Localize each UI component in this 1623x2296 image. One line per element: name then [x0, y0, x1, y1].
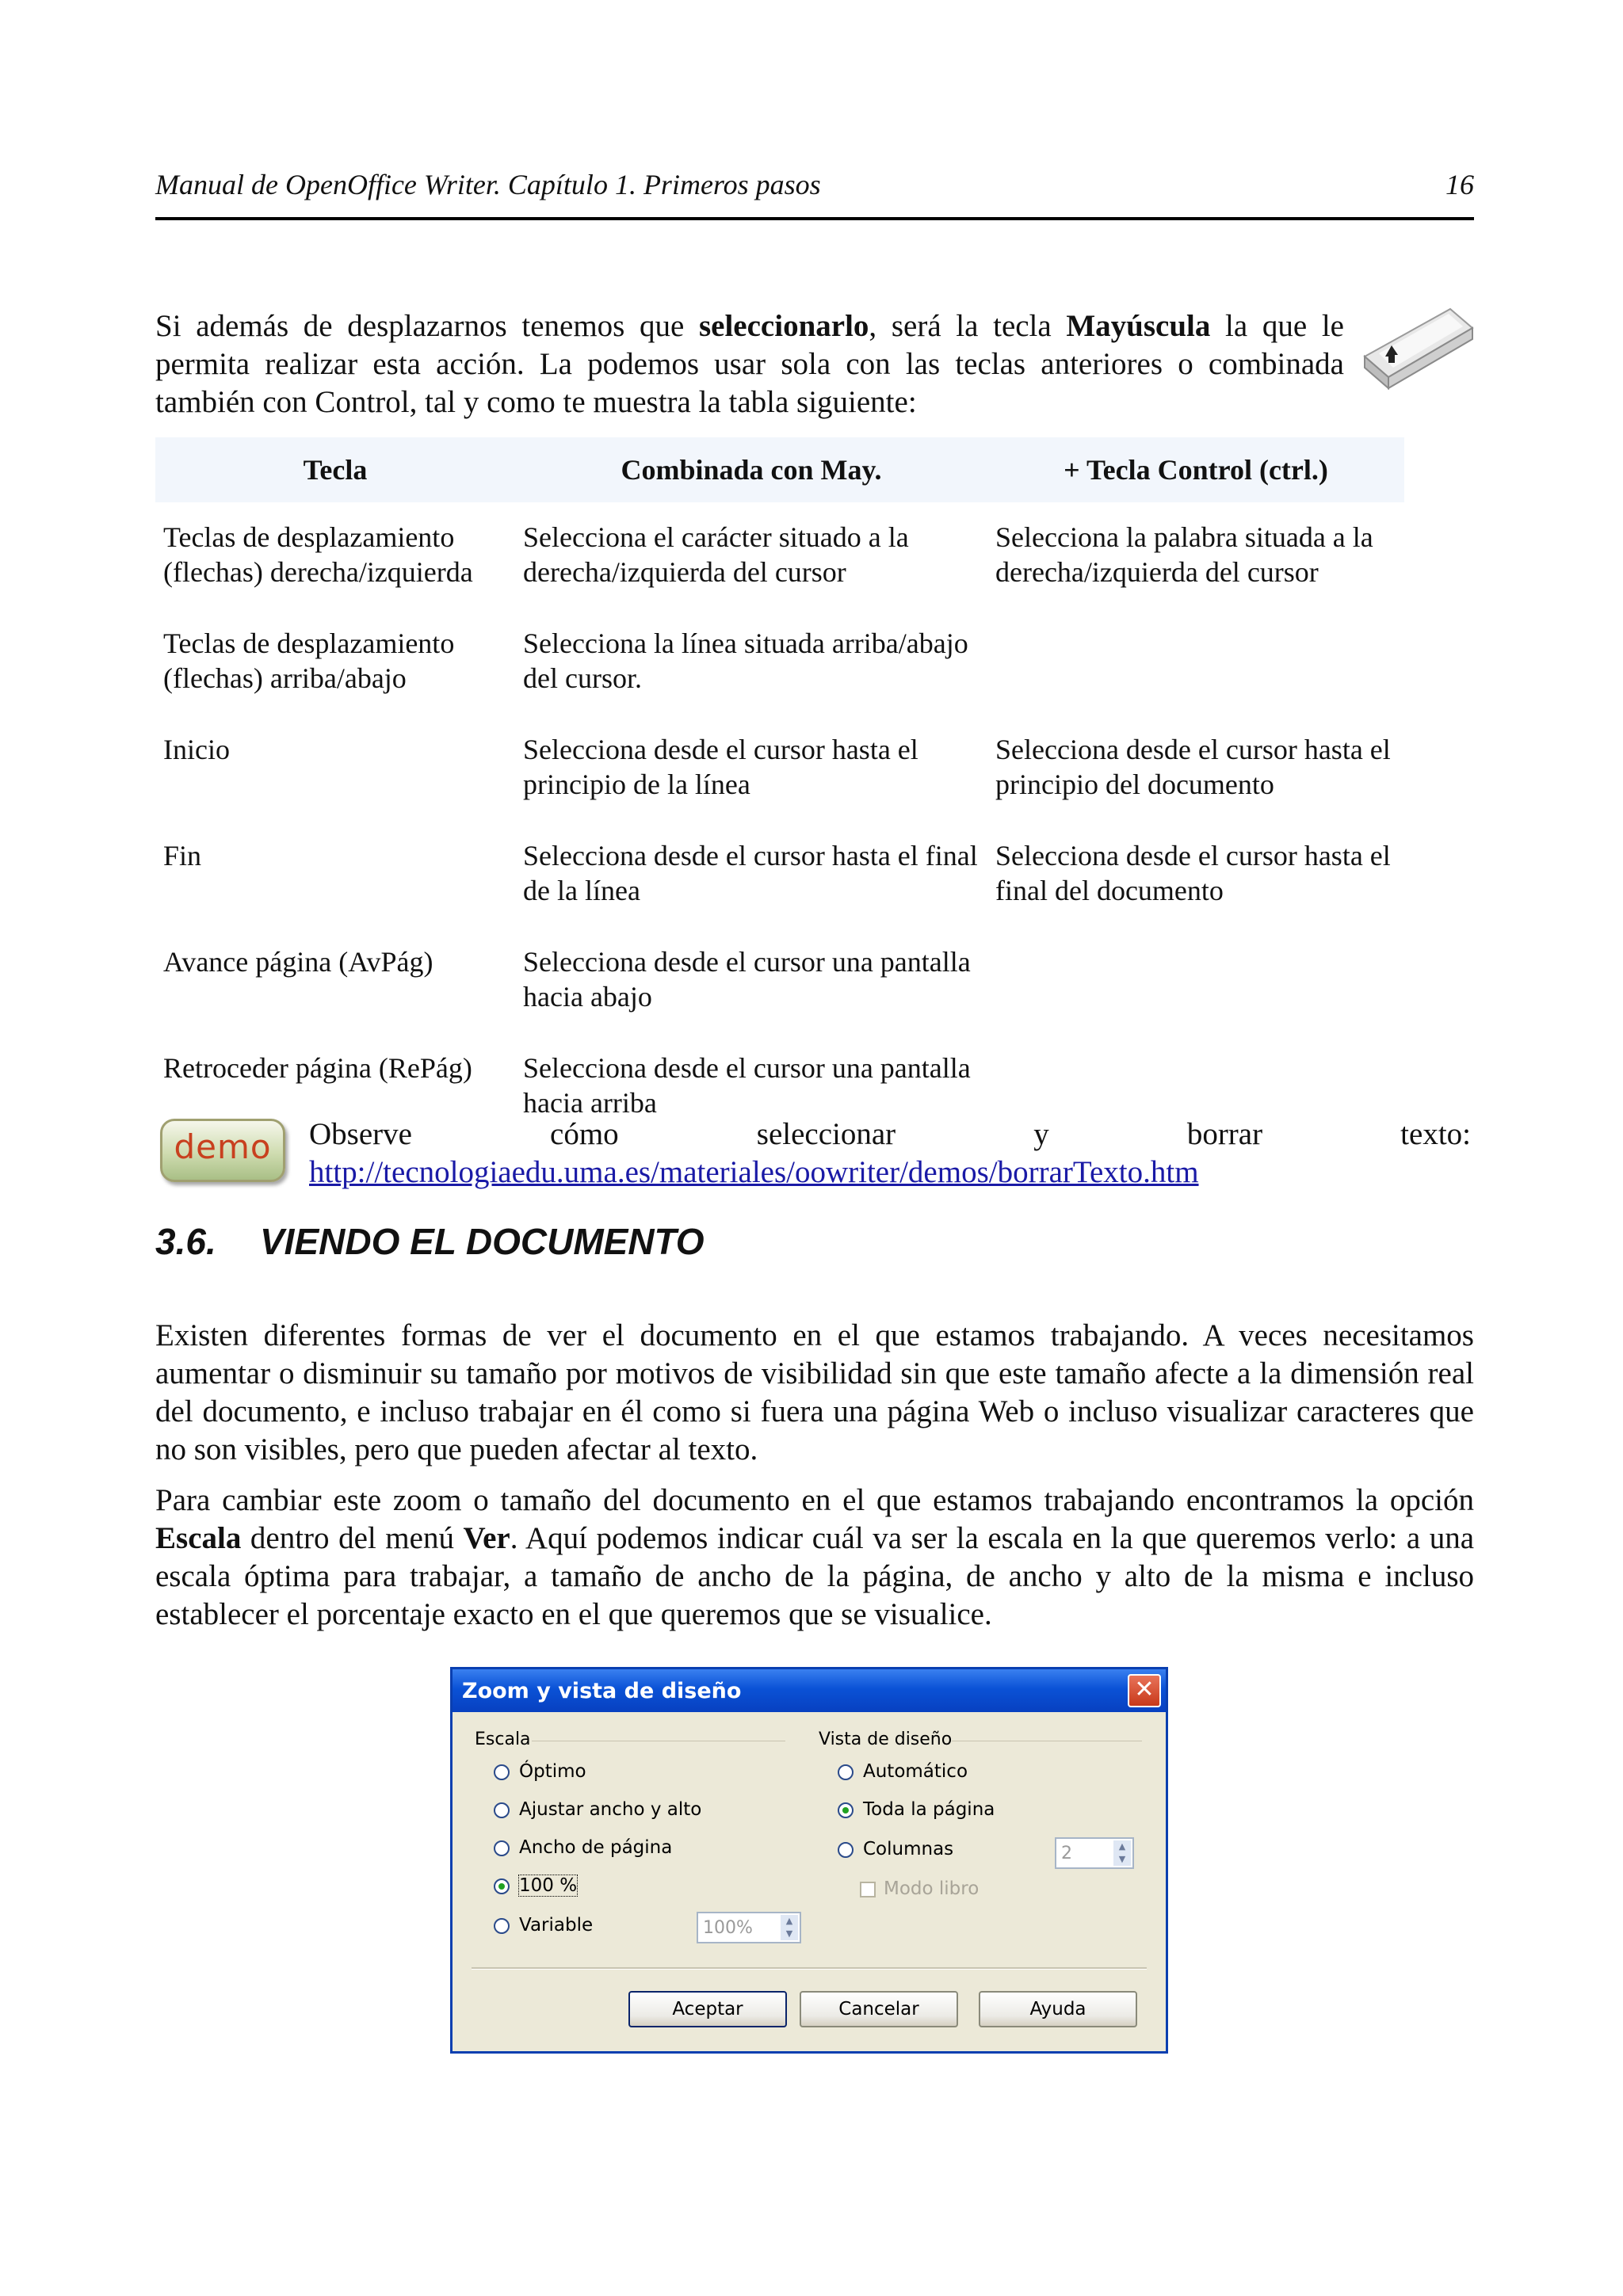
intro-bold-1: seleccionarlo	[698, 309, 869, 343]
spin-up-icon[interactable]: ▲	[785, 1916, 793, 1926]
book-mode-label: Modo libro	[884, 1878, 980, 1899]
header-title: Manual de OpenOffice Writer. Capítulo 1. Primeros pasos	[155, 169, 821, 200]
radio-ancho[interactable]	[494, 1840, 510, 1856]
page-number: 16	[1445, 169, 1474, 200]
page-header	[155, 168, 1474, 220]
table-row	[155, 618, 1404, 724]
para2-text-1: Para cambiar este zoom o tamaño del documento en el que estamos trabajando encontramos la opción	[155, 1483, 1474, 1517]
table-cell: Avance página (AvPág)	[163, 946, 433, 978]
table-cell	[987, 618, 1404, 724]
table-cell: Retroceder página (RePág)	[163, 1052, 472, 1084]
variable-value: 100%	[703, 1918, 753, 1938]
dialog-separator	[472, 1967, 1147, 1970]
zoom-dialog	[450, 1667, 1168, 2054]
accept-button[interactable]: Aceptar	[628, 1991, 787, 2027]
para2-bold-1: Escala	[155, 1521, 242, 1555]
table-cell: Selecciona desde el cursor hasta el final de la línea	[523, 840, 978, 906]
option-optimo: Óptimo	[519, 1761, 586, 1782]
table-cell: Selecciona desde el cursor una pantalla hacia abajo	[523, 946, 971, 1013]
radio-automatico[interactable]	[838, 1764, 854, 1780]
option-100: 100 %	[519, 1875, 578, 1896]
view-group-label: Vista de diseño	[819, 1730, 953, 1749]
variable-spinbox[interactable]	[697, 1912, 801, 1943]
column-header: Combinada con May.	[515, 437, 987, 502]
para2-bold-2: Ver	[463, 1521, 510, 1555]
intro-text-1: Si además de desplazarnos tenemos que	[155, 309, 699, 343]
table-cell: Fin	[163, 840, 202, 871]
intro-text-2: , será la tecla	[869, 309, 1067, 343]
intro-text-3: la que le permita realizar esta acción. La podemos usar sola con las teclas anteriores o combinada también con Control, tal y como te muestra la tabla siguiente:	[155, 309, 1344, 419]
radio-optimo[interactable]	[494, 1764, 510, 1780]
table-cell: Selecciona el carácter situado a la derecha/izquierda del cursor	[523, 521, 909, 588]
option-columnas: Columnas	[863, 1839, 954, 1859]
book-mode-checkbox[interactable]	[860, 1882, 876, 1897]
columns-spinbox[interactable]	[1055, 1837, 1134, 1869]
table-cell: Teclas de desplazamiento (flechas) derecha/izquierda	[163, 521, 473, 588]
table-cell: Selecciona desde el cursor hasta el principio de la línea	[523, 734, 918, 800]
radio-100[interactable]	[494, 1878, 510, 1894]
radio-columnas[interactable]	[838, 1842, 854, 1858]
spin-down-icon[interactable]: ▼	[1118, 1854, 1126, 1864]
radio-ajustar[interactable]	[494, 1802, 510, 1818]
spin-arrows-icon[interactable]	[781, 1915, 798, 1940]
table-cell: Inicio	[163, 734, 230, 765]
spin-down-icon[interactable]: ▼	[785, 1928, 793, 1939]
section-title: VIENDO EL DOCUMENTO	[260, 1221, 705, 1262]
shortcut-table	[155, 437, 1404, 1149]
radio-toda-pagina[interactable]	[838, 1802, 854, 1818]
table-row	[155, 936, 1404, 1043]
spin-up-icon[interactable]: ▲	[1118, 1841, 1126, 1852]
section-heading	[155, 1220, 705, 1263]
table-cell: Selecciona desde el cursor hasta el final del documento	[995, 840, 1391, 906]
dialog-titlebar	[453, 1669, 1166, 1712]
table-cell: Selecciona desde el cursor una pantalla hacia arriba	[523, 1052, 971, 1119]
option-automatico: Automático	[863, 1761, 968, 1782]
table-cell	[987, 936, 1404, 1043]
shift-key-icon	[1357, 295, 1476, 398]
table-row	[155, 724, 1404, 830]
demo-button[interactable]	[160, 1119, 285, 1182]
dialog-title: Zoom y vista de diseño	[462, 1679, 742, 1703]
para2-text-3: . Aquí podemos indicar cuál va ser la escala en la que queremos verlo: a una escala óptima para trabajar, a tamaño de ancho de la página, de ancho y alto de la misma e incluso establecer el porcentaje exacto en el que queremos que se visualice.	[155, 1521, 1474, 1631]
demo-text	[309, 1116, 1471, 1192]
intro-paragraph	[155, 307, 1344, 421]
help-button[interactable]: Ayuda	[979, 1991, 1137, 2027]
paragraph-1: Existen diferentes formas de ver el documento en el que estamos trabajando. A veces necesitamos aumentar o disminuir su tamaño por motivos de visibilidad sin que este tamaño afecte a la dimensión real del documento, e incluso trabajar en él como si fuera una página Web o incluso visualizar caracteres que no son visibles, pero que pueden afectar al texto.	[155, 1318, 1474, 1466]
option-ancho: Ancho de página	[519, 1837, 673, 1858]
paragraph-2	[155, 1482, 1474, 1634]
option-variable: Variable	[519, 1915, 594, 1936]
demo-caption: Observe cómo seleccionar y borrar texto:	[309, 1117, 1471, 1151]
column-header: + Tecla Control (ctrl.)	[987, 437, 1404, 502]
table-header-row	[155, 437, 1404, 502]
table-cell: Selecciona la palabra situada a la derecha/izquierda del cursor	[995, 521, 1373, 588]
table-cell: Selecciona desde el cursor hasta el principio del documento	[995, 734, 1391, 800]
column-header: Tecla	[155, 437, 515, 502]
cancel-button[interactable]: Cancelar	[800, 1991, 958, 2027]
table-row	[155, 830, 1404, 936]
spin-arrows-icon[interactable]	[1113, 1840, 1131, 1866]
table-cell: Teclas de desplazamiento (flechas) arriba/abajo	[163, 627, 455, 694]
demo-link[interactable]: http://tecnologiaedu.uma.es/materiales/oowriter/demos/borrarTexto.htm	[309, 1155, 1199, 1189]
scale-group-label: Escala	[475, 1730, 531, 1749]
option-ajustar: Ajustar ancho y alto	[519, 1799, 702, 1820]
option-toda-pagina: Toda la página	[863, 1799, 995, 1820]
intro-bold-2: Mayúscula	[1066, 309, 1211, 343]
para2-text-2: dentro del menú	[241, 1521, 464, 1555]
demo-label: demo	[174, 1127, 272, 1166]
table-row	[155, 502, 1404, 618]
radio-variable[interactable]	[494, 1918, 510, 1934]
close-icon[interactable]: ✕	[1128, 1674, 1161, 1707]
table-cell: Selecciona la línea situada arriba/abajo del cursor.	[523, 627, 968, 694]
columns-value: 2	[1061, 1844, 1072, 1863]
section-number: 3.6.	[155, 1221, 216, 1262]
